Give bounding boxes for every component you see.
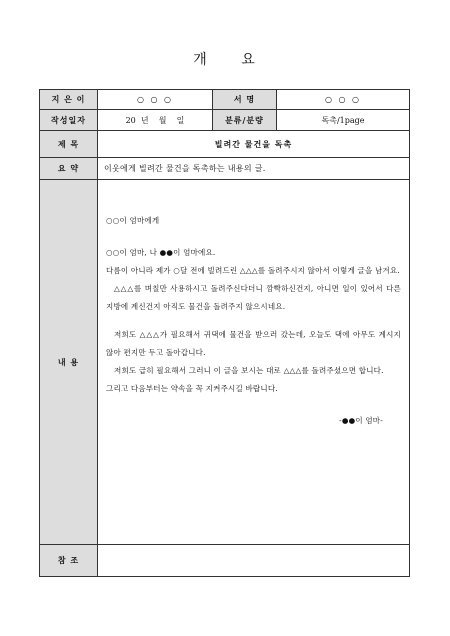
content-row <box>40 180 410 545</box>
form-table <box>39 89 410 577</box>
letter-paragraph: 그리고 다음부터는 약속을 꼭 지켜주시길 바랍니다. <box>106 384 278 393</box>
category-value: 독촉/1page <box>277 110 410 131</box>
reference-value <box>98 545 410 577</box>
recipient-value: ○ ○ ○ <box>277 90 410 110</box>
reference-label: 참 조 <box>40 545 98 577</box>
date-row <box>40 110 410 131</box>
summary-label: 요 약 <box>40 158 98 180</box>
author-row <box>40 90 410 110</box>
author-value: ○ ○ ○ <box>98 90 213 110</box>
subject-label: 제 목 <box>40 131 98 158</box>
summary-row <box>40 158 410 180</box>
date-value: 20 년 월 일 <box>98 110 213 131</box>
subject-row <box>40 131 410 158</box>
letter-body <box>98 180 410 545</box>
letter-paragraph: 저희도 △△△가 필요해서 귀댁에 물건을 받으러 갔는데, 오늘도 댁에 아무도 계시지 않아 편지만 두고 돌아갑니다. <box>106 330 401 357</box>
letter-signature: -●●이 엄마- <box>339 416 383 425</box>
letter-paragraph: 저희도 급히 필요해서 그러니 이 글을 보시는 대로 △△△를 돌려주셨으면 합니다. <box>114 366 384 375</box>
content-label: 내 용 <box>40 180 98 545</box>
recipient-label: 서 명 <box>213 90 277 110</box>
summary-value: 이웃에게 빌려간 물건을 독촉하는 내용의 글. <box>98 158 410 180</box>
letter-paragraph: △△△를 며칠만 사용하시고 돌려주신다더니 깜빡하신건지, 아니면 일이 있어서 다른 지방에 계신건지 아직도 물건을 돌려주지 않으시네요. <box>106 284 401 311</box>
letter-paragraph: 다름이 아니라 제가 ○달 전에 빌려드린 △△△를 돌려주시지 않아서 이렇게 글을 남겨요. <box>106 266 400 275</box>
subject-value: 빌려간 물건을 독촉 <box>98 131 410 158</box>
letter-paragraph: ○○이 엄마, 나 ●●이 엄마에요. <box>106 248 216 257</box>
document-title: 개 요 <box>193 52 257 68</box>
author-label: 지 은 이 <box>40 90 98 110</box>
letter-greeting: ○○이 엄마에게 <box>106 216 160 225</box>
reference-row <box>40 545 410 577</box>
date-label: 작성일자 <box>40 110 98 131</box>
category-label: 분류/분량 <box>213 110 277 131</box>
